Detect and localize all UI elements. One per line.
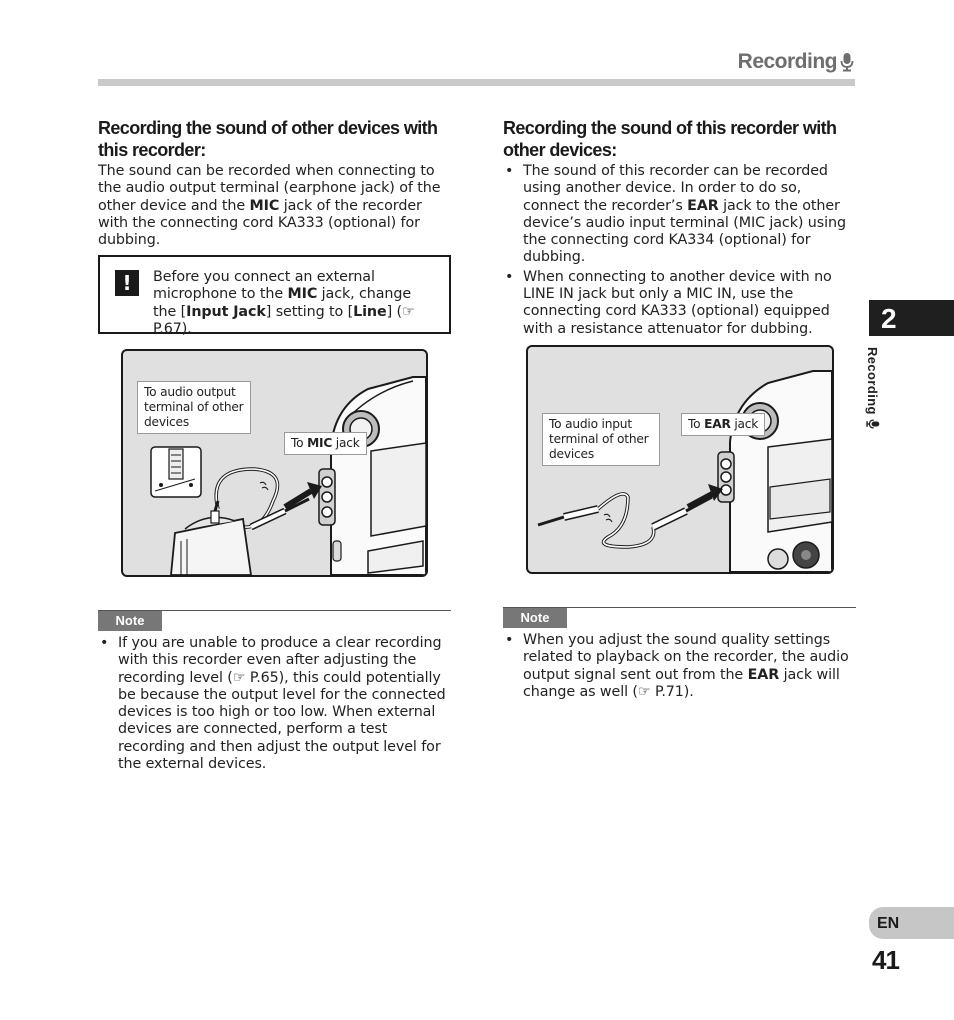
chapter-side-label <box>865 345 910 435</box>
note-list-left <box>98 635 450 775</box>
caution-box <box>98 255 451 337</box>
bullet: • <box>505 632 514 648</box>
label-audio-input: To audio input terminal of other devices <box>542 413 660 466</box>
chapter-side-label-text: Recording <box>865 347 880 429</box>
section-heading-right: Recording the sound of this recorder with other devices: <box>503 118 837 160</box>
page-number: 41 <box>872 945 899 975</box>
bullet: • <box>100 635 109 651</box>
label-audio-output: To audio output terminal of other devices <box>137 381 251 434</box>
list-item: • The sound of this recorder can be recorded using another device. In order to do so, connect the recorder’s EAR jack to the other device’s audio input terminal (MIC jack) using the connecting cord KA334 (optional) for dubbing. <box>505 163 846 266</box>
running-header <box>738 50 854 74</box>
label-mic-jack: To MIC jack <box>284 432 367 455</box>
bullet: • <box>505 268 514 285</box>
header-rule <box>98 79 855 86</box>
bullet-list-right <box>503 163 855 340</box>
chapter-tab: 2 <box>869 300 954 336</box>
language-tab: EN <box>869 907 954 939</box>
figure-ear-connection <box>526 345 834 574</box>
section-heading-left: Recording the sound of other devices with this recorder: <box>98 118 438 160</box>
list-item: • When you adjust the sound quality settings related to playback on the recorder, the audio output signal sent out from the EAR jack will change as well (☞ P.71). <box>505 632 849 700</box>
intro-paragraph-left: The sound can be recorded when connecting to the audio output terminal (earphone jack) of the other device and the MIC jack of the recorder with the connecting cord KA333 (optional) for dubbing. <box>98 163 441 249</box>
figure-mic-connection <box>121 349 428 577</box>
note-tag-right: Note <box>503 608 567 628</box>
caution-icon: ! <box>115 270 139 296</box>
label-ear-jack: To EAR jack <box>681 413 765 436</box>
caution-text: Before you connect an external microphone to the MIC jack, change the [Input Jack] setting to [Line] (☞ P.67). <box>153 269 415 337</box>
note-list-right <box>503 632 855 703</box>
list-item: • If you are unable to produce a clear recording with this recorder even after adjusting the recording level (☞ P.65), this could potentially be because the output level for the connected devices is too high or too low. When external devices are connected, perform a test recording and then adjust the output level for the external devices. <box>100 635 446 773</box>
note-tag-left: Note <box>98 611 162 631</box>
list-item: • When connecting to another device with no LINE IN jack but only a MIC IN, use the connecting cord KA333 (optional) equipped with a resistance attenuator for dubbing. <box>505 268 832 337</box>
microphone-icon <box>840 52 854 72</box>
header-title: Recording <box>737 50 837 73</box>
microphone-icon <box>866 419 880 429</box>
bullet: • <box>505 163 514 179</box>
